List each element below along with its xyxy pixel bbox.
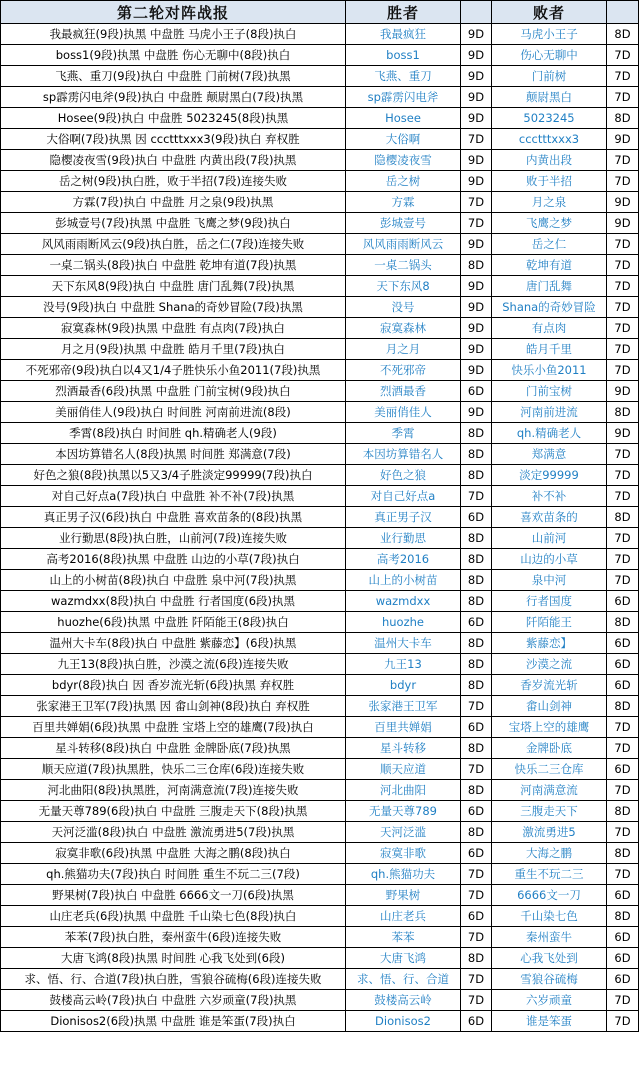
table-row xyxy=(1,234,639,255)
winner-rank-cell: 9D xyxy=(461,171,492,192)
loser-name-cell: 快乐二三仓库 xyxy=(492,759,607,780)
table-title: 第二轮对阵战报 xyxy=(1,1,346,24)
loser-name-cell: 秦州蛮牛 xyxy=(492,927,607,948)
table-row xyxy=(1,843,639,864)
table-row xyxy=(1,276,639,297)
match-result-cell: 真正男子汉(6段)执白 中盘胜 喜欢苗条的(8段)执黑 xyxy=(1,507,346,528)
match-result-cell: 业行勤思(8段)执白胜，山前河(7段)连接失败 xyxy=(1,528,346,549)
loser-name-cell: 有点肉 xyxy=(492,318,607,339)
winner-rank-cell: 6D xyxy=(461,906,492,927)
winner-rank-cell: 7D xyxy=(461,864,492,885)
table-row xyxy=(1,171,639,192)
loser-rank-cell: 7D xyxy=(607,171,639,192)
winner-name-cell: 求、悟、行、合道 xyxy=(346,969,461,990)
loser-name-cell: 伤心无聊中 xyxy=(492,45,607,66)
match-result-cell: 高考2016(8段)执黑 中盘胜 山边的小草(7段)执白 xyxy=(1,549,346,570)
winner-name-cell: 一桌二锅头 xyxy=(346,255,461,276)
match-result-cell: 本因坊算错名人(8段)执黑 时间胜 郑满意(7段) xyxy=(1,444,346,465)
winner-rank-cell: 8D xyxy=(461,654,492,675)
winner-rank-cell: 7D xyxy=(461,927,492,948)
winner-name-cell: 天河泛滥 xyxy=(346,822,461,843)
match-result-cell: 山庄老兵(6段)执黑 中盘胜 千山染七色(8段)执白 xyxy=(1,906,346,927)
winner-name-cell: 星斗转移 xyxy=(346,738,461,759)
winner-rank-cell: 6D xyxy=(461,1011,492,1032)
winner-rank-cell: 8D xyxy=(461,549,492,570)
loser-name-cell: 唐门乱舞 xyxy=(492,276,607,297)
table-row xyxy=(1,549,639,570)
winner-name-cell: 不死邪帝 xyxy=(346,360,461,381)
loser-name-cell: 山前河 xyxy=(492,528,607,549)
table-row xyxy=(1,948,639,969)
loser-rank-cell: 6D xyxy=(607,885,639,906)
loser-name-cell: 岳之仁 xyxy=(492,234,607,255)
match-result-cell: 温州大卡车(8段)执白 中盘胜 紫藤恋】(6段)执黑 xyxy=(1,633,346,654)
loser-name-cell: 河南前进流 xyxy=(492,402,607,423)
winner-name-cell: bdyr xyxy=(346,675,461,696)
loser-rank-cell: 7D xyxy=(607,276,639,297)
winner-rank-cell: 9D xyxy=(461,234,492,255)
loser-name-cell: 行者国度 xyxy=(492,591,607,612)
loser-name-cell: 败于半招 xyxy=(492,171,607,192)
loser-column-header: 败者 xyxy=(492,1,607,24)
table-row xyxy=(1,150,639,171)
loser-rank-cell: 7D xyxy=(607,864,639,885)
loser-rank-cell: 8D xyxy=(607,24,639,45)
winner-name-cell: 对自己好点a xyxy=(346,486,461,507)
loser-name-cell: 快乐小鱼2011 xyxy=(492,360,607,381)
winner-rank-cell: 9D xyxy=(461,297,492,318)
winner-name-cell: 野果树 xyxy=(346,885,461,906)
loser-rank-cell: 8D xyxy=(607,402,639,423)
winner-rank-cell: 9D xyxy=(461,66,492,87)
loser-name-cell: 皓月千里 xyxy=(492,339,607,360)
loser-rank-cell: 7D xyxy=(607,66,639,87)
loser-rank-cell: 7D xyxy=(607,717,639,738)
winner-name-cell: 美丽俏佳人 xyxy=(346,402,461,423)
loser-name-cell: 山边的小草 xyxy=(492,549,607,570)
match-result-cell: 野果树(7段)执白 中盘胜 6666文一刀(6段)执黑 xyxy=(1,885,346,906)
winner-rank-cell: 9D xyxy=(461,24,492,45)
loser-rank-cell: 7D xyxy=(607,486,639,507)
match-result-cell: 美丽俏佳人(9段)执白 时间胜 河南前进流(8段) xyxy=(1,402,346,423)
winner-rank-cell: 8D xyxy=(461,675,492,696)
match-result-cell: 天河泛滥(8段)执白 中盘胜 激流勇进5(7段)执黑 xyxy=(1,822,346,843)
winner-rank-cell: 7D xyxy=(461,486,492,507)
loser-name-cell: 6666文一刀 xyxy=(492,885,607,906)
winner-rank-cell: 9D xyxy=(461,150,492,171)
winner-rank-cell: 8D xyxy=(461,444,492,465)
winner-name-cell: 鼓楼高云岭 xyxy=(346,990,461,1011)
table-row xyxy=(1,45,639,66)
winner-rank-cell: 6D xyxy=(461,843,492,864)
loser-rank-cell: 8D xyxy=(607,507,639,528)
table-row xyxy=(1,990,639,1011)
table-row xyxy=(1,381,639,402)
winner-rank-cell: 7D xyxy=(461,969,492,990)
table-row xyxy=(1,969,639,990)
loser-rank-cell: 8D xyxy=(607,108,639,129)
table-row xyxy=(1,339,639,360)
table-row xyxy=(1,486,639,507)
loser-rank-cell: 7D xyxy=(607,297,639,318)
loser-name-cell: 马虎小王子 xyxy=(492,24,607,45)
loser-name-cell: 淡定99999 xyxy=(492,465,607,486)
loser-name-cell: 紫藤恋】 xyxy=(492,633,607,654)
winner-rank-cell: 7D xyxy=(461,885,492,906)
match-result-cell: 寂寞非歌(6段)执黑 中盘胜 大海之鹏(8段)执白 xyxy=(1,843,346,864)
match-result-cell: 没号(9段)执白 中盘胜 Shana的奇妙冒险(7段)执黑 xyxy=(1,297,346,318)
match-result-cell: boss1(9段)执黑 中盘胜 伤心无聊中(8段)执白 xyxy=(1,45,346,66)
winner-name-cell: Dionisos2 xyxy=(346,1011,461,1032)
match-result-cell: 顺天应道(7段)执黑胜，快乐二三仓库(6段)连接失败 xyxy=(1,759,346,780)
winner-rank-cell: 8D xyxy=(461,780,492,801)
table-row xyxy=(1,822,639,843)
match-result-cell: 对自己好点a(7段)执白 中盘胜 补不补(7段)执黑 xyxy=(1,486,346,507)
winner-name-cell: 九王13 xyxy=(346,654,461,675)
table-row xyxy=(1,507,639,528)
loser-rank-cell: 7D xyxy=(607,822,639,843)
loser-name-cell: 内黄出段 xyxy=(492,150,607,171)
table-row xyxy=(1,759,639,780)
winner-name-cell: 大俗啊 xyxy=(346,129,461,150)
winner-name-cell: Hosee xyxy=(346,108,461,129)
table-row xyxy=(1,885,639,906)
winner-name-cell: 张家港王卫军 xyxy=(346,696,461,717)
winner-rank-cell: 8D xyxy=(461,423,492,444)
winner-name-cell: 好色之狼 xyxy=(346,465,461,486)
table-row xyxy=(1,129,639,150)
winner-name-cell: 寂寞森林 xyxy=(346,318,461,339)
winner-name-cell: 我最疯狂 xyxy=(346,24,461,45)
winner-rank-cell: 9D xyxy=(461,276,492,297)
winner-rank-cell: 6D xyxy=(461,381,492,402)
loser-rank-cell: 7D xyxy=(607,255,639,276)
table-row xyxy=(1,1011,639,1032)
winner-name-cell: 顺天应道 xyxy=(346,759,461,780)
winner-name-cell: 飞燕、重刀 xyxy=(346,66,461,87)
winner-rank-cell: 8D xyxy=(461,591,492,612)
loser-name-cell: qh.精确老人 xyxy=(492,423,607,444)
loser-rank-cell: 6D xyxy=(607,759,639,780)
loser-rank-cell: 7D xyxy=(607,780,639,801)
loser-name-cell: 雪狼谷硫梅 xyxy=(492,969,607,990)
winner-rank-cell: 8D xyxy=(461,822,492,843)
table-row xyxy=(1,633,639,654)
table-row xyxy=(1,675,639,696)
table-row xyxy=(1,360,639,381)
winner-rank-cell: 8D xyxy=(461,465,492,486)
winner-rank-cell: 9D xyxy=(461,108,492,129)
loser-rank-cell: 6D xyxy=(607,675,639,696)
winner-rank-cell: 7D xyxy=(461,990,492,1011)
match-result-cell: 山上的小树苗(8段)执白 中盘胜 泉中河(7段)执黑 xyxy=(1,570,346,591)
winner-rank-cell: 7D xyxy=(461,129,492,150)
winner-name-cell: sp霹雳闪电斧 xyxy=(346,87,461,108)
winner-name-cell: 风风雨雨断风云 xyxy=(346,234,461,255)
winner-name-cell: 山上的小树苗 xyxy=(346,570,461,591)
loser-rank-cell: 7D xyxy=(607,528,639,549)
loser-rank-cell: 7D xyxy=(607,318,639,339)
winner-name-cell: 百里共婵娟 xyxy=(346,717,461,738)
loser-name-cell: 门前宝树 xyxy=(492,381,607,402)
loser-name-cell: 激流勇进5 xyxy=(492,822,607,843)
winner-name-cell: 彭城壹号 xyxy=(346,213,461,234)
winner-rank-cell: 6D xyxy=(461,801,492,822)
match-result-cell: 岳之树(9段)执白胜，败于半招(7段)连接失败 xyxy=(1,171,346,192)
loser-name-cell: 香岁流光斩 xyxy=(492,675,607,696)
loser-name-cell: 谁是笨蛋 xyxy=(492,1011,607,1032)
winner-name-cell: 方霖 xyxy=(346,192,461,213)
winner-rank-cell: 7D xyxy=(461,759,492,780)
table-row xyxy=(1,612,639,633)
loser-name-cell: 乾坤有道 xyxy=(492,255,607,276)
match-result-cell: bdyr(8段)执白 因 香岁流光斩(6段)执黑 弃权胜 xyxy=(1,675,346,696)
loser-name-cell: 重生不玩二三 xyxy=(492,864,607,885)
table-row xyxy=(1,696,639,717)
table-row xyxy=(1,444,639,465)
winner-name-cell: 苯苯 xyxy=(346,927,461,948)
loser-rank-cell: 7D xyxy=(607,738,639,759)
winner-rank-cell: 7D xyxy=(461,192,492,213)
loser-name-cell: 颠尉黑白 xyxy=(492,87,607,108)
match-result-cell: 九王13(8段)执白胜，沙漠之流(6段)连接失败 xyxy=(1,654,346,675)
match-result-cell: 风风雨雨断风云(9段)执白胜，岳之仁(7段)连接失败 xyxy=(1,234,346,255)
loser-name-cell: 三腹走天下 xyxy=(492,801,607,822)
winner-rank-cell: 9D xyxy=(461,402,492,423)
match-result-cell: sp霹雳闪电斧(9段)执白 中盘胜 颠尉黑白(7段)执黑 xyxy=(1,87,346,108)
table-row xyxy=(1,906,639,927)
match-result-cell: 鼓楼高云岭(7段)执白 中盘胜 六岁顽童(7段)执黑 xyxy=(1,990,346,1011)
winner-rank-cell: 8D xyxy=(461,633,492,654)
loser-name-cell: 畬山剑神 xyxy=(492,696,607,717)
loser-name-cell: 5023245 xyxy=(492,108,607,129)
winner-name-cell: 山庄老兵 xyxy=(346,906,461,927)
match-result-cell: Dionisos2(6段)执黑 中盘胜 谁是笨蛋(7段)执白 xyxy=(1,1011,346,1032)
table-row xyxy=(1,654,639,675)
winner-rank-cell: 7D xyxy=(461,213,492,234)
winner-name-cell: 本因坊算错名人 xyxy=(346,444,461,465)
loser-name-cell: 郑满意 xyxy=(492,444,607,465)
table-row xyxy=(1,423,639,444)
loser-name-cell: 金牌卧底 xyxy=(492,738,607,759)
loser-rank-cell: 7D xyxy=(607,465,639,486)
winner-rank-cell: 8D xyxy=(461,570,492,591)
loser-name-cell: 泉中河 xyxy=(492,570,607,591)
table-row xyxy=(1,402,639,423)
loser-name-cell: 月之泉 xyxy=(492,192,607,213)
loser-rank-cell: 6D xyxy=(607,927,639,948)
table-row xyxy=(1,255,639,276)
loser-rank-cell: 6D xyxy=(607,591,639,612)
winner-name-cell: qh.熊猫功夫 xyxy=(346,864,461,885)
match-result-cell: 苯苯(7段)执白胜，秦州蛮牛(6段)连接失败 xyxy=(1,927,346,948)
winner-name-cell: 月之月 xyxy=(346,339,461,360)
winner-name-cell: 没号 xyxy=(346,297,461,318)
winner-rank-cell: 6D xyxy=(461,612,492,633)
table-row xyxy=(1,801,639,822)
loser-rank-cell: 7D xyxy=(607,150,639,171)
match-result-cell: 大唐飞鸿(8段)执黑 时间胜 心我飞处到(6段) xyxy=(1,948,346,969)
loser-name-cell: 心我飞处到 xyxy=(492,948,607,969)
table-row xyxy=(1,864,639,885)
loser-rank-cell: 9D xyxy=(607,381,639,402)
match-result-cell: 寂寞森林(9段)执黑 中盘胜 有点肉(7段)执白 xyxy=(1,318,346,339)
loser-name-cell: 宝塔上空的雄鹰 xyxy=(492,717,607,738)
loser-rank-cell: 9D xyxy=(607,192,639,213)
loser-name-cell: 河南满意流 xyxy=(492,780,607,801)
loser-rank-cell: 6D xyxy=(607,948,639,969)
table-row xyxy=(1,717,639,738)
match-result-cell: wazmdxx(8段)执白 中盘胜 行者国度(6段)执黑 xyxy=(1,591,346,612)
loser-name-cell: 大海之鹏 xyxy=(492,843,607,864)
winner-name-cell: 河北曲阳 xyxy=(346,780,461,801)
loser-name-cell: 沙漠之流 xyxy=(492,654,607,675)
match-result-cell: 飞燕、重刀(9段)执白 中盘胜 门前树(7段)执黑 xyxy=(1,66,346,87)
match-result-cell: 隐樱凌夜雪(9段)执白 中盘胜 内黄出段(7段)执黑 xyxy=(1,150,346,171)
winner-rank-cell: 8D xyxy=(461,255,492,276)
loser-rank-cell: 9D xyxy=(607,129,639,150)
match-result-cell: Hosee(9段)执白 中盘胜 5023245(8段)执黑 xyxy=(1,108,346,129)
loser-rank-cell: 7D xyxy=(607,234,639,255)
loser-rank-cell: 7D xyxy=(607,444,639,465)
winner-name-cell: boss1 xyxy=(346,45,461,66)
loser-rank-cell: 9D xyxy=(607,423,639,444)
table-row xyxy=(1,297,639,318)
header-row xyxy=(1,1,639,24)
match-result-cell: 彭城壹号(7段)执黑 中盘胜 飞鹰之梦(9段)执白 xyxy=(1,213,346,234)
match-result-cell: 烈酒最香(6段)执黑 中盘胜 门前宝树(9段)执白 xyxy=(1,381,346,402)
table-row xyxy=(1,591,639,612)
winner-rank-cell: 7D xyxy=(461,696,492,717)
match-result-cell: 好色之狼(8段)执黑以5又3/4子胜淡定99999(7段)执白 xyxy=(1,465,346,486)
loser-rank-column-header xyxy=(607,1,639,24)
table-row xyxy=(1,780,639,801)
winner-name-cell: wazmdxx xyxy=(346,591,461,612)
match-result-cell: 大俗啊(7段)执黑 因 ccctttxxx3(9段)执白 弃权胜 xyxy=(1,129,346,150)
results-body xyxy=(1,24,639,1032)
winner-name-cell: 天下东风8 xyxy=(346,276,461,297)
loser-rank-cell: 8D xyxy=(607,906,639,927)
match-result-cell: 季霄(8段)执白 时间胜 qh.精确老人(9段) xyxy=(1,423,346,444)
match-result-cell: qh.熊猫功夫(7段)执白 时间胜 重生不玩二三(7段) xyxy=(1,864,346,885)
winner-rank-cell: 6D xyxy=(461,507,492,528)
loser-rank-cell: 8D xyxy=(607,843,639,864)
winner-name-cell: 真正男子汉 xyxy=(346,507,461,528)
loser-rank-cell: 7D xyxy=(607,990,639,1011)
winner-name-cell: 无量天尊789 xyxy=(346,801,461,822)
winner-name-cell: 岳之树 xyxy=(346,171,461,192)
winner-rank-cell: 6D xyxy=(461,717,492,738)
winner-rank-cell: 8D xyxy=(461,738,492,759)
winner-name-cell: 季霄 xyxy=(346,423,461,444)
winner-rank-cell: 8D xyxy=(461,948,492,969)
table-row xyxy=(1,318,639,339)
loser-name-cell: Shana的奇妙冒险 xyxy=(492,297,607,318)
loser-rank-cell: 6D xyxy=(607,969,639,990)
winner-rank-cell: 9D xyxy=(461,45,492,66)
loser-rank-cell: 6D xyxy=(607,654,639,675)
loser-rank-cell: 7D xyxy=(607,45,639,66)
table-row xyxy=(1,528,639,549)
table-row xyxy=(1,927,639,948)
winner-rank-column-header xyxy=(461,1,492,24)
loser-rank-cell: 7D xyxy=(607,339,639,360)
loser-name-cell: 补不补 xyxy=(492,486,607,507)
match-result-cell: 河北曲阳(8段)执黑胜，河南满意流(7段)连接失败 xyxy=(1,780,346,801)
match-result-cell: 求、悟、行、合道(7段)执白胜，雪狼谷硫梅(6段)连接失败 xyxy=(1,969,346,990)
winner-rank-cell: 9D xyxy=(461,318,492,339)
table-row xyxy=(1,108,639,129)
loser-name-cell: 飞鹰之梦 xyxy=(492,213,607,234)
match-result-cell: 方霖(7段)执白 中盘胜 月之泉(9段)执黑 xyxy=(1,192,346,213)
loser-name-cell: 喜欢苗条的 xyxy=(492,507,607,528)
winner-name-cell: huozhe xyxy=(346,612,461,633)
winner-name-cell: 寂寞非歌 xyxy=(346,843,461,864)
table-row xyxy=(1,192,639,213)
loser-rank-cell: 8D xyxy=(607,612,639,633)
match-result-cell: 无量天尊789(6段)执白 中盘胜 三腹走天下(8段)执黑 xyxy=(1,801,346,822)
winner-rank-cell: 9D xyxy=(461,360,492,381)
winner-name-cell: 隐樱凌夜雪 xyxy=(346,150,461,171)
winner-name-cell: 温州大卡车 xyxy=(346,633,461,654)
match-result-cell: 星斗转移(8段)执白 中盘胜 金牌卧底(7段)执黑 xyxy=(1,738,346,759)
winner-name-cell: 大唐飞鸿 xyxy=(346,948,461,969)
match-result-cell: 张家港王卫军(7段)执黑 因 畬山剑神(8段)执白 弃权胜 xyxy=(1,696,346,717)
table-row xyxy=(1,66,639,87)
match-result-cell: huozhe(6段)执黑 中盘胜 阡陌能王(8段)执白 xyxy=(1,612,346,633)
loser-name-cell: 六岁顽童 xyxy=(492,990,607,1011)
loser-rank-cell: 7D xyxy=(607,360,639,381)
winner-rank-cell: 8D xyxy=(461,528,492,549)
table-row xyxy=(1,738,639,759)
table-row xyxy=(1,465,639,486)
loser-name-cell: 千山染七色 xyxy=(492,906,607,927)
match-result-cell: 月之月(9段)执黑 中盘胜 皓月千里(7段)执白 xyxy=(1,339,346,360)
winner-name-cell: 业行勤思 xyxy=(346,528,461,549)
loser-rank-cell: 7D xyxy=(607,549,639,570)
loser-name-cell: 门前树 xyxy=(492,66,607,87)
loser-rank-cell: 7D xyxy=(607,570,639,591)
loser-rank-cell: 7D xyxy=(607,1011,639,1032)
match-result-cell: 天下东风8(9段)执白 中盘胜 唐门乱舞(7段)执黑 xyxy=(1,276,346,297)
table-row xyxy=(1,213,639,234)
table-row xyxy=(1,24,639,45)
match-result-cell: 我最疯狂(9段)执黑 中盘胜 马虎小王子(8段)执白 xyxy=(1,24,346,45)
winner-column-header: 胜者 xyxy=(346,1,461,24)
match-result-cell: 一桌二锅头(8段)执白 中盘胜 乾坤有道(7段)执黑 xyxy=(1,255,346,276)
loser-rank-cell: 6D xyxy=(607,633,639,654)
table-row xyxy=(1,570,639,591)
match-result-cell: 百里共婵娟(6段)执黑 中盘胜 宝塔上空的雄鹰(7段)执白 xyxy=(1,717,346,738)
winner-name-cell: 烈酒最香 xyxy=(346,381,461,402)
match-result-cell: 不死邪帝(9段)执白以4又1/4子胜快乐小鱼2011(7段)执黑 xyxy=(1,360,346,381)
loser-rank-cell: 7D xyxy=(607,87,639,108)
loser-rank-cell: 9D xyxy=(607,213,639,234)
winner-name-cell: 高考2016 xyxy=(346,549,461,570)
winner-rank-cell: 9D xyxy=(461,339,492,360)
table-row xyxy=(1,87,639,108)
loser-name-cell: ccctttxxx3 xyxy=(492,129,607,150)
loser-rank-cell: 8D xyxy=(607,696,639,717)
winner-rank-cell: 9D xyxy=(461,87,492,108)
loser-rank-cell: 8D xyxy=(607,801,639,822)
loser-name-cell: 阡陌能王 xyxy=(492,612,607,633)
